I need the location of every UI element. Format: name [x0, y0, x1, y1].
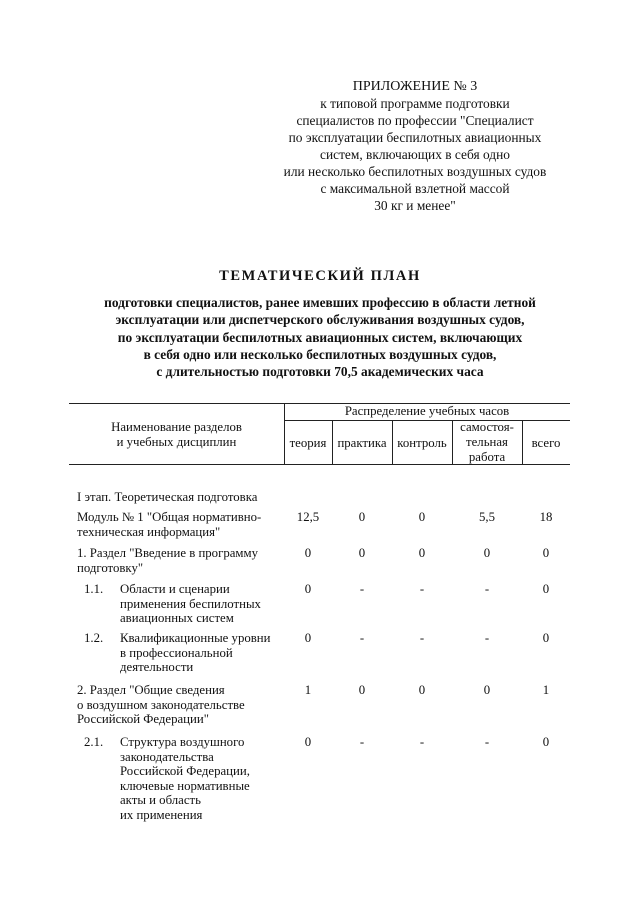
- cell-practice: 0: [358, 510, 366, 524]
- cell-theory: 12,5: [296, 510, 320, 524]
- cell-theory: 0: [304, 735, 312, 749]
- appendix-title: ПРИЛОЖЕНИЕ № 3: [352, 79, 478, 94]
- cell-practice: -: [359, 631, 365, 645]
- cell-control: -: [419, 735, 425, 749]
- cell-control: -: [419, 631, 425, 645]
- row-label-line: I этап. Теоретическая подготовка: [77, 490, 258, 504]
- column-header-text: контроль: [397, 436, 447, 450]
- table-row-section: [77, 546, 287, 575]
- row-label-line: 2. Раздел "Общие сведения: [77, 683, 225, 697]
- table-row-module: [77, 510, 287, 539]
- cell-total: 0: [542, 735, 550, 749]
- table-header-name: [69, 420, 284, 450]
- appendix-note: [240, 78, 590, 214]
- cell-total: 0: [542, 546, 550, 560]
- column-header-text: самостоя-: [460, 420, 514, 434]
- cell-control: 0: [418, 510, 426, 524]
- appendix-line: по эксплуатации беспилотных авиационных: [288, 130, 542, 145]
- appendix-line: систем, включающих в себя одно: [320, 147, 510, 162]
- column-header-text: всего: [531, 436, 561, 450]
- table-header-distribution: Распределение учебных часов: [344, 404, 510, 418]
- row-label-line: Модуль № 1 "Общая нормативно-: [77, 510, 262, 524]
- cell-control: 0: [418, 546, 426, 560]
- cell-total: 0: [542, 631, 550, 645]
- table-row-topic: [120, 735, 285, 823]
- plan-subtitle: [40, 294, 600, 380]
- table-row-section: [77, 683, 287, 727]
- cell-practice: 0: [358, 546, 366, 560]
- cell-self-study: 0: [483, 546, 491, 560]
- row-label-line: применения беспилотных: [120, 596, 261, 611]
- appendix-line: с максимальной взлетной массой: [320, 181, 510, 196]
- cell-total: 0: [542, 582, 550, 596]
- row-label-line: Российской Федерации,: [120, 764, 250, 779]
- column-header-text: тельная: [466, 435, 508, 449]
- table-header-name-line: и учебных дисциплин: [116, 435, 237, 449]
- cell-practice: -: [359, 582, 365, 596]
- cell-total: 18: [539, 510, 553, 524]
- appendix-line: специалистов по профессии "Специалист: [296, 113, 534, 128]
- column-header-text: работа: [468, 450, 506, 464]
- row-label-line: деятельности: [120, 660, 194, 675]
- row-label-line: их применения: [120, 807, 203, 822]
- row-label-line: техническая информация": [77, 524, 221, 539]
- row-label-line: Области и сценарии: [120, 582, 230, 596]
- column-header-text: практика: [337, 436, 387, 450]
- cell-self-study: -: [484, 735, 490, 749]
- appendix-line: к типовой программе подготовки: [320, 96, 510, 111]
- cell-theory: 0: [304, 631, 312, 645]
- plan-subtitle-line: с длительностью подготовки 70,5 академических часа: [156, 364, 484, 380]
- row-label-line: законодательства: [120, 749, 214, 764]
- row-label-line: в профессиональной: [120, 645, 233, 660]
- appendix-line: или несколько беспилотных воздушных судов: [283, 164, 547, 179]
- row-label-line: 1. Раздел "Введение в программу: [77, 546, 259, 560]
- row-label-line: авиационных систем: [120, 611, 234, 626]
- cell-control: -: [419, 582, 425, 596]
- column-header-self-study: [452, 420, 522, 465]
- cell-self-study: 5,5: [479, 510, 495, 524]
- plan-subtitle-line: по эксплуатации беспилотных авиационных систем, включающих: [117, 329, 523, 345]
- cell-total: 1: [542, 683, 550, 697]
- plan-subtitle-line: в себя одно или несколько беспилотных воздушных судов,: [143, 346, 497, 362]
- cell-theory: 0: [304, 546, 312, 560]
- column-header-total: [522, 436, 570, 451]
- row-label-line: о воздушном законодательстве: [77, 697, 245, 712]
- table-row-topic: [120, 631, 285, 675]
- row-label-line: акты и область: [120, 793, 201, 808]
- column-header-control: [392, 436, 452, 451]
- table-header-name-line: Наименование разделов: [111, 420, 242, 434]
- row-label-line: Российской Федерации": [77, 712, 209, 727]
- appendix-line: 30 кг и менее": [374, 198, 456, 213]
- column-header-practice: [332, 436, 392, 451]
- cell-control: 0: [418, 683, 426, 697]
- plan-title: ТЕМАТИЧЕСКИЙ ПЛАН: [219, 268, 421, 284]
- plan-subtitle-line: подготовки специалистов, ранее имевших профессию в области летной: [104, 295, 536, 310]
- row-label-line: подготовку": [77, 560, 144, 575]
- cell-self-study: 0: [483, 683, 491, 697]
- row-number: 1.2.: [84, 631, 104, 645]
- row-number: 1.1.: [84, 582, 104, 596]
- table-row-stage: [77, 490, 287, 505]
- cell-practice: 0: [358, 683, 366, 697]
- plan-subtitle-line: эксплуатации или диспетчерского обслуживания воздушных судов,: [115, 312, 525, 328]
- row-number: 2.1.: [84, 735, 104, 749]
- row-label-line: ключевые нормативные: [120, 778, 250, 793]
- table-header-subdivider: [284, 420, 570, 421]
- table-row-topic: [120, 582, 285, 626]
- cell-theory: 0: [304, 582, 312, 596]
- row-label-line: Квалификационные уровни: [120, 631, 271, 645]
- row-label-line: Структура воздушного: [120, 735, 245, 749]
- column-header-text: теория: [289, 436, 327, 450]
- cell-self-study: -: [484, 631, 490, 645]
- cell-practice: -: [359, 735, 365, 749]
- cell-self-study: -: [484, 582, 490, 596]
- column-header-theory: [284, 436, 332, 451]
- cell-theory: 1: [304, 683, 312, 697]
